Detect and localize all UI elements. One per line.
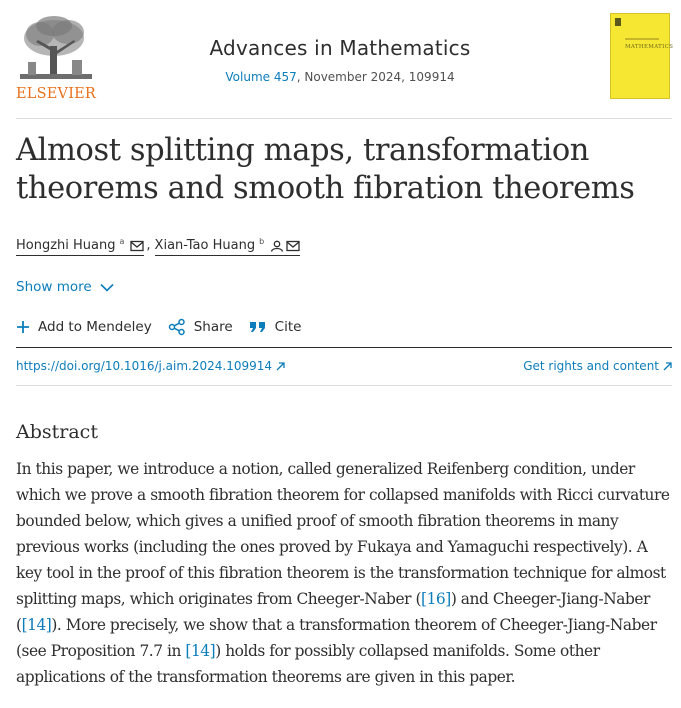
mail-icon[interactable] (130, 240, 144, 252)
share-button[interactable] (168, 318, 233, 336)
journal-info (150, 36, 530, 84)
doi-divider (16, 385, 672, 386)
cover-title: MATHEMATICS (625, 44, 674, 50)
article-title: Almost splitting maps, transformation theorems and smooth fibration theorems (16, 133, 635, 206)
abstract-segment: ). More precisely, we show that a transformation theorem of Cheeger-Jiang-Naber (see Proposition 7.7 in (16, 616, 657, 660)
author-name: Xian-Tao Huang (154, 238, 256, 253)
mail-icon[interactable] (286, 240, 300, 252)
add-to-mendeley-button[interactable] (16, 319, 152, 335)
author-link-2[interactable] (155, 238, 301, 256)
journal-meta (150, 70, 530, 84)
reference-link-14[interactable]: [14] (21, 616, 52, 634)
actions-divider (16, 347, 672, 348)
person-icon[interactable] (270, 240, 284, 252)
volume-link[interactable]: Volume 457 (225, 70, 297, 84)
issue-info: , November 2024, 109914 (296, 70, 455, 84)
publisher-wordmark: ELSEVIER (16, 86, 97, 102)
doi-row (16, 359, 672, 373)
plus-icon (16, 320, 30, 334)
cite-button[interactable] (249, 319, 302, 335)
author-separator: , (146, 238, 151, 253)
rights-text: Get rights and content (523, 359, 659, 373)
reference-link-14[interactable]: [14] (185, 642, 216, 660)
author-link-1[interactable] (16, 238, 144, 256)
affiliation-marker: a (119, 237, 125, 246)
reference-link-16[interactable]: [16] (421, 590, 451, 608)
abstract-segment: In this paper, we introduce a notion, called generalized Reifenberg condition, under which we prove a smooth fibration theorem for collapsed manifolds with Ricci curvature bounded below, which gives a unified proof of smooth fibration theorems in many previous works (including the ones proved by Fukaya and Yamaguchi respectively). A key tool in the proof of this fibration theorem is the transformation technique for almost splitting maps, which originates from Cheeger-Naber ( (16, 460, 670, 608)
header-divider (16, 118, 672, 119)
journal-header (0, 0, 681, 118)
share-icon (168, 318, 186, 336)
doi-text: https://doi.org/10.1016/j.aim.2024.109914 (16, 359, 273, 373)
cover-rule (625, 38, 659, 40)
show-more-label: Show more (16, 279, 92, 295)
author-list (16, 238, 300, 256)
add-to-mendeley-label: Add to Mendeley (38, 319, 152, 335)
affiliation-marker: b (259, 237, 265, 246)
article-actions (16, 318, 317, 336)
quote-icon (249, 320, 267, 334)
cite-label: Cite (274, 319, 302, 335)
chevron-down-icon (100, 283, 114, 292)
journal-title-link[interactable]: Advances in Mathematics (209, 36, 471, 60)
share-label: Share (193, 319, 233, 335)
external-link-icon (663, 362, 672, 371)
abstract-segment: ) holds for possibly collapsed manifolds. Some other applications of the transformation theorems are given in this paper. (16, 642, 600, 686)
abstract-segment: ) and Cheeger-Jiang-Naber ( (16, 590, 650, 634)
cover-logo-mark (615, 18, 621, 26)
doi-link[interactable] (16, 359, 285, 373)
external-link-icon (276, 362, 285, 371)
journal-cover-thumbnail[interactable] (610, 13, 674, 99)
rights-link[interactable] (523, 359, 672, 373)
abstract-heading: Abstract (16, 421, 98, 443)
show-more-button[interactable] (16, 279, 114, 295)
abstract-text (16, 456, 676, 690)
author-name: Hongzhi Huang (16, 238, 116, 253)
